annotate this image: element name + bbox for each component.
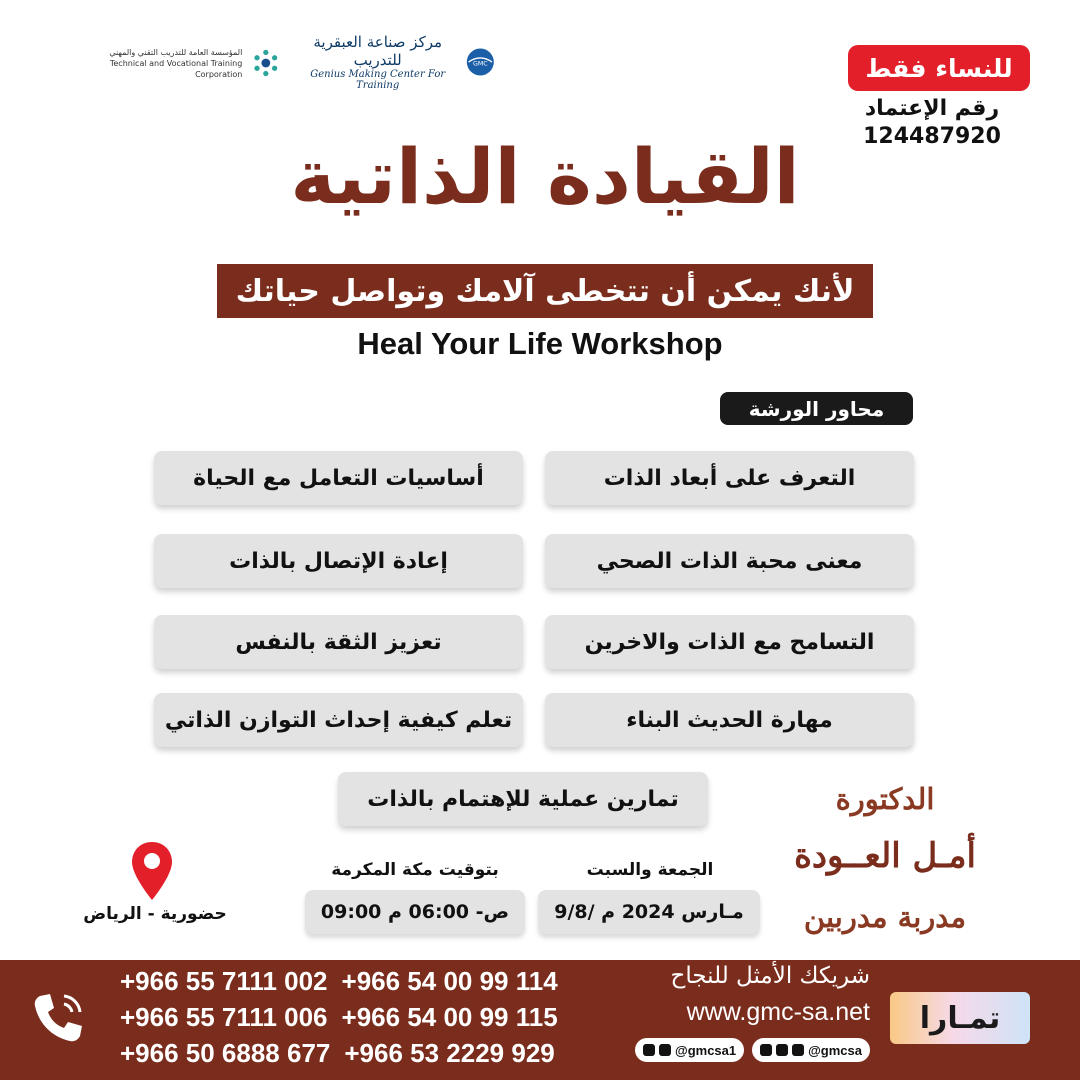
tamara-logo: تمـارا (890, 992, 1030, 1044)
women-only-badge: للنساء فقط (848, 45, 1030, 91)
topic-item: التسامح مع الذات والاخرين (545, 615, 914, 669)
english-title: Heal Your Life Workshop (357, 326, 723, 361)
telegram-icon (659, 1044, 671, 1056)
topic-item: أساسيات التعامل مع الحياة (154, 451, 523, 505)
social-pill-2[interactable] (752, 1038, 870, 1062)
phone-number[interactable]: +966 55 7111 002 (120, 966, 328, 996)
tvtc-emblem-icon (250, 45, 282, 81)
phone-number[interactable]: +966 55 7111 006 (120, 1002, 328, 1032)
topic-item: إعادة الإتصال بالذات (154, 534, 523, 588)
social-handle: @gmcsa1 (675, 1042, 737, 1058)
phone-number[interactable]: +966 54 00 99 114 (341, 966, 558, 996)
gmc-name-en: Genius Making Center For Training (310, 69, 446, 91)
website-link[interactable]: www.gmc-sa.net (686, 998, 870, 1026)
tvtc-name-ar: المؤسسة العامة للتدريب التقني والمهني (109, 47, 243, 57)
topic-item: تعلم كيفية إحداث التوازن الذاتي (154, 693, 523, 747)
timezone-label: بتوقيت مكة المكرمة (331, 860, 499, 880)
phone-number[interactable]: +966 50 6888 677 (120, 1038, 331, 1068)
phone-numbers (120, 963, 620, 1071)
days-label: الجمعة والسبت (586, 860, 714, 880)
topic-item: تمارين عملية للإهتمام بالذات (338, 772, 708, 826)
topic-item: التعرف على أبعاد الذات (545, 451, 914, 505)
instagram-icon (776, 1044, 788, 1056)
topic-item: معنى محبة الذات الصحي (545, 534, 914, 588)
social-handles (630, 1038, 870, 1062)
gmc-name-ar: مركز صناعة العبقرية للتدريب (313, 33, 443, 69)
subtitle-banner: لأنك يمكن أن تتخطى آلامك وتواصل حياتك (217, 264, 873, 318)
workshop-axes-label: محاور الورشة (720, 392, 913, 425)
snapchat-icon (643, 1044, 655, 1056)
phone-number[interactable]: +966 53 2229 929 (344, 1038, 555, 1068)
date-box: 9/8/ مـارس 2024 م (538, 890, 760, 934)
tagline: شريكك الأمثل للنجاح (670, 963, 870, 989)
phone-number[interactable]: +966 54 00 99 115 (341, 1002, 558, 1032)
page-title: القيادة الذاتية (290, 132, 800, 221)
youtube-icon (792, 1044, 804, 1056)
instructor-title: الدكتورة (835, 782, 935, 816)
accreditation-label: رقم الإعتماد (864, 96, 1000, 121)
topic-item: مهارة الحديث البناء (545, 693, 914, 747)
social-pill-1[interactable] (635, 1038, 744, 1062)
accreditation-number: 124487920 (863, 124, 1001, 149)
location-pin-icon (130, 840, 174, 902)
tvtc-logo (82, 42, 282, 84)
time-box: 09:00 ص- 06:00 م (305, 890, 525, 934)
topic-item: تعزيز الثقة بالنفس (154, 615, 523, 669)
gmc-globe-icon (465, 45, 496, 79)
tvtc-name-en: Technical and Vocational Training Corporation (109, 58, 243, 79)
social-handle: @gmcsa (808, 1042, 862, 1058)
instructor-name: أمـل العــودة (794, 836, 976, 876)
location-text: حضورية - الرياض (83, 904, 227, 924)
twitter-icon (760, 1044, 772, 1056)
phone-icon (22, 982, 94, 1054)
tvtc-logo-text (82, 47, 242, 80)
gmc-badge-text: GMC (473, 60, 489, 68)
gmc-logo (296, 33, 496, 91)
instructor-role: مدربة مدربين (803, 900, 967, 934)
